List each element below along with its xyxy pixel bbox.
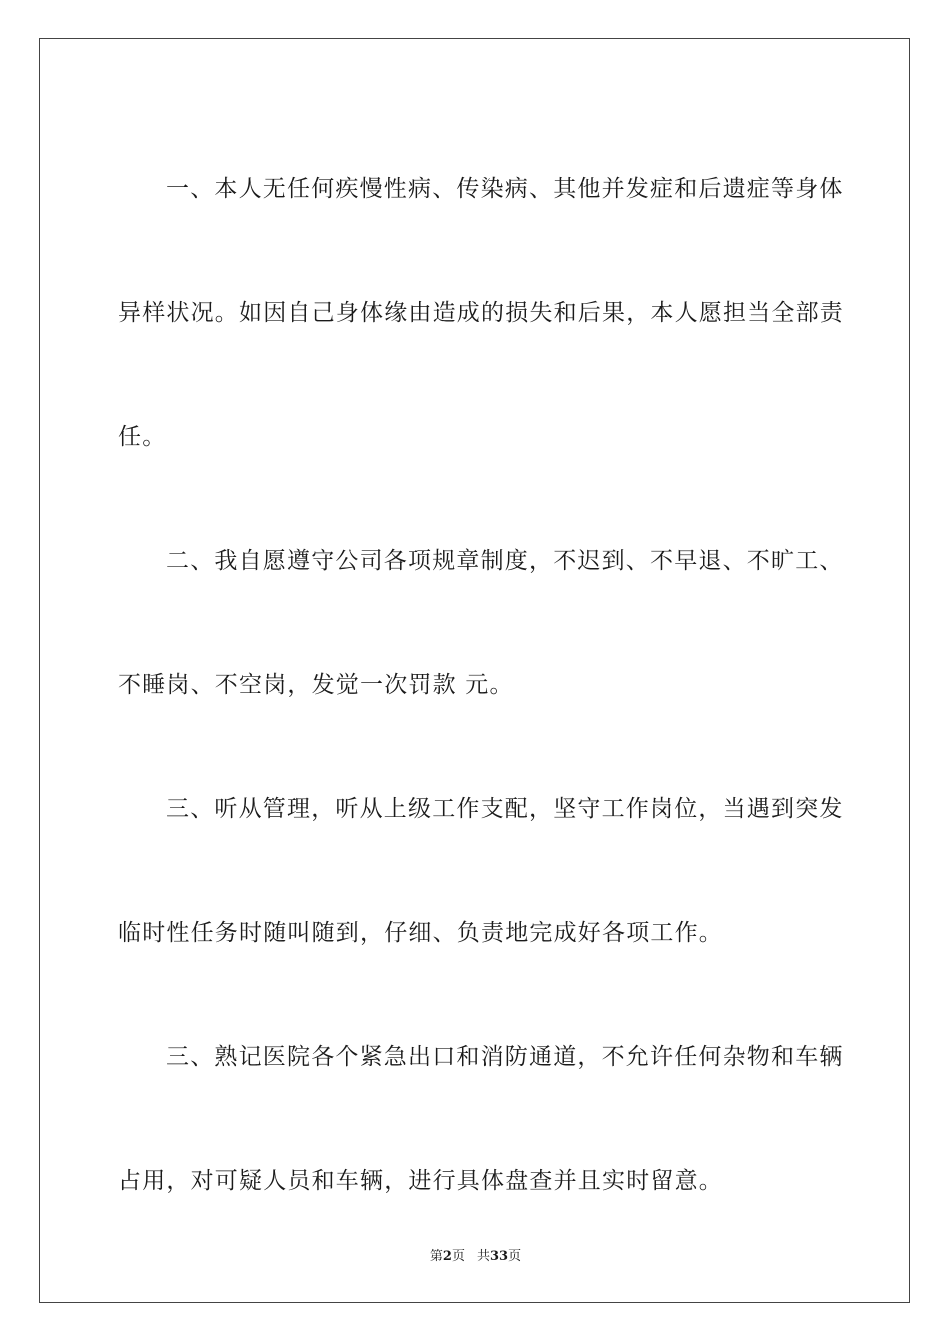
footer-prefix: 第: [429, 1249, 443, 1264]
paragraph-2-line-2: 不睡岗、不空岗，发觉一次罚款 元。: [118, 672, 514, 698]
paragraph-1-line-1: 一、本人无任何疾慢性病、传染病、其他并发症和后遗症等身体: [166, 176, 844, 202]
total-pages-number: 33: [489, 1249, 509, 1264]
paragraph-2-line-1: 二、我自愿遵守公司各项规章制度，不迟到、不早退、不旷工、: [166, 548, 844, 574]
footer-page-unit: 页: [451, 1249, 465, 1264]
paragraph-3-line-2: 临时性任务时随叫随到，仔细、负责地完成好各项工作。: [118, 920, 723, 946]
page-footer: [40, 1248, 911, 1266]
paragraph-1-line-3: 任。: [118, 424, 167, 450]
paragraph-3-line-1: 三、听从管理，听从上级工作支配，坚守工作岗位，当遇到突发: [166, 796, 844, 822]
footer-total-prefix: 共: [476, 1249, 490, 1264]
paragraph-4-line-2: 占用，对可疑人员和车辆，进行具体盘查并且实时留意。: [118, 1168, 723, 1194]
current-page-number: 2: [442, 1249, 452, 1264]
paragraph-4-line-1: 三、熟记医院各个紧急出口和消防通道，不允许任何杂物和车辆: [166, 1044, 844, 1070]
paragraph-1-line-2: 异样状况。如因自己身体缘由造成的损失和后果，本人愿担当全部责: [118, 300, 844, 326]
document-page: [39, 38, 910, 1303]
footer-total-unit: 页: [508, 1249, 522, 1264]
